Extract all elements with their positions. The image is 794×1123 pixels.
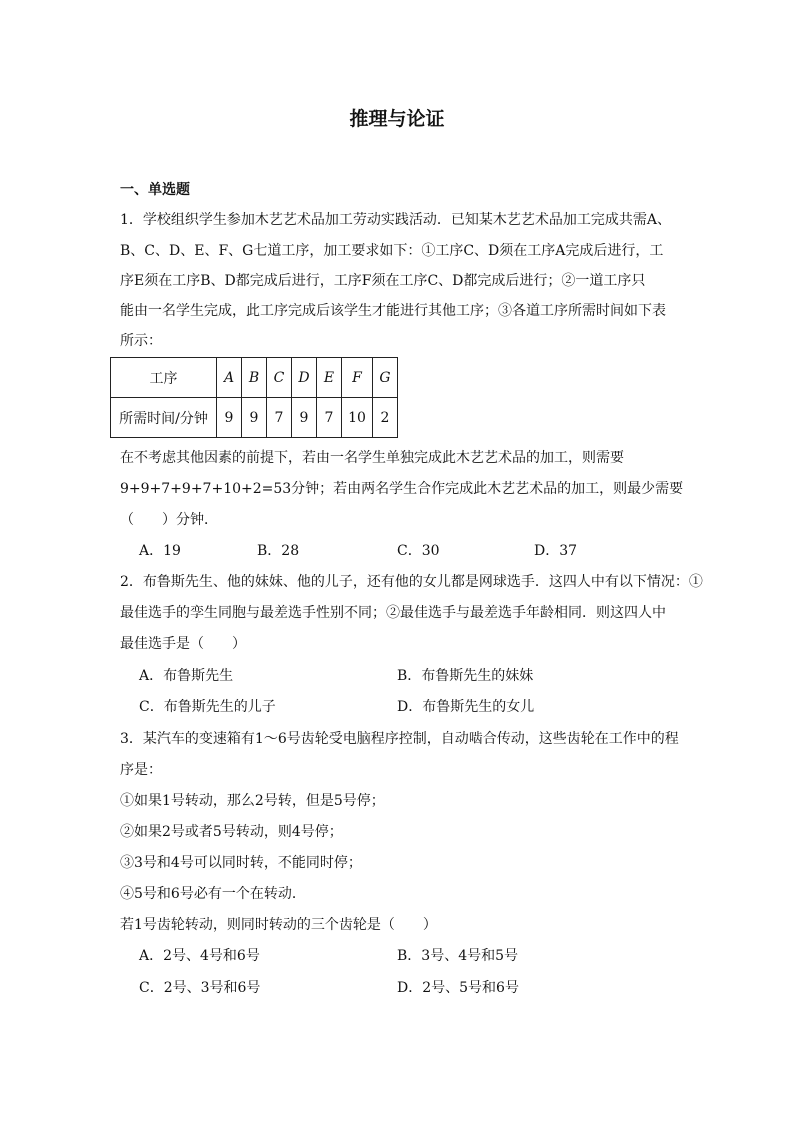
q2-option-d[interactable]: D．布鲁斯先生的女儿 <box>397 699 535 715</box>
q3-option-b[interactable]: B．3号、4号和5号 <box>397 948 519 964</box>
q3-text-line: 序是： <box>120 762 162 778</box>
table-cell: 7 <box>317 398 342 438</box>
q1-option-b[interactable]: B．28 <box>257 543 300 559</box>
q3-text-line: 若1号齿轮转动，则同时转动的三个齿轮是（ ） <box>120 917 437 933</box>
table-row <box>111 398 398 438</box>
q3-option-a[interactable]: A．2号、4号和6号 <box>139 948 260 964</box>
process-time-table <box>110 357 398 438</box>
q3-text-line: ①如果1号转动，那么2号转，但是5号停； <box>120 793 385 809</box>
table-cell: C <box>267 358 292 398</box>
table-cell: B <box>242 358 267 398</box>
q1-text-line: 在不考虑其他因素的前提下，若由一名学生单独完成此木艺艺术品的加工，则需要 <box>120 450 624 466</box>
table-header-cell: 所需时间/分钟 <box>111 398 217 438</box>
table-cell: 9 <box>217 398 242 438</box>
table-cell: 10 <box>342 398 373 438</box>
q2-option-b[interactable]: B．布鲁斯先生的妹妹 <box>397 668 534 684</box>
table-cell: E <box>317 358 342 398</box>
q2-option-c[interactable]: C．布鲁斯先生的儿子 <box>139 699 276 715</box>
q1-text-line: 9+9+7+9+7+10+2=53分钟；若由两名学生合作完成此木艺艺术品的加工，则最少需要 <box>120 481 684 497</box>
table-header-cell: 工序 <box>111 358 217 398</box>
q1-text-line: （ ）分钟． <box>120 512 218 528</box>
table-cell: 9 <box>242 398 267 438</box>
q1-text-line: 所示： <box>120 333 162 349</box>
table-cell: 9 <box>292 398 317 438</box>
q3-text-line: 3．某汽车的变速箱有1～6号齿轮受电脑程序控制，自动啮合传动，这些齿轮在工作中的程 <box>120 731 679 747</box>
table-cell: D <box>292 358 317 398</box>
q2-option-a[interactable]: A．布鲁斯先生 <box>139 668 234 684</box>
q3-text-line: ③3号和4号可以同时转，不能同时停； <box>120 855 362 871</box>
table-cell: F <box>342 358 373 398</box>
q3-text-line: ②如果2号或者5号转动，则4号停； <box>120 824 343 840</box>
q1-option-d[interactable]: D．37 <box>534 543 578 559</box>
table-cell: 2 <box>373 398 398 438</box>
q2-text-line: 最佳选手的孪生同胞与最差选手性别不同；②最佳选手与最差选手年龄相同．则这四人中 <box>120 605 666 621</box>
q1-option-a[interactable]: A．19 <box>139 543 181 559</box>
q2-text-line: 最佳选手是（ ） <box>120 636 246 652</box>
table-cell: 7 <box>267 398 292 438</box>
table-row <box>111 358 398 398</box>
q1-option-c[interactable]: C．30 <box>397 543 440 559</box>
table-cell: G <box>373 358 398 398</box>
q2-text-line: 2．布鲁斯先生、他的妹妹、他的儿子，还有他的女儿都是网球选手．这四人中有以下情况：① <box>120 574 703 590</box>
table-cell: A <box>217 358 242 398</box>
q1-text-line: B、C、D、E、F、G七道工序，加工要求如下：①工序C、D须在工序A完成后进行，工 <box>120 243 664 259</box>
page-title: 推理与论证 <box>349 108 445 130</box>
q1-text-line: 能由一名学生完成，此工序完成后该学生才能进行其他工序；③各道工序所需时间如下表 <box>120 303 666 319</box>
q3-option-c[interactable]: C．2号、3号和6号 <box>139 980 261 996</box>
q3-option-d[interactable]: D．2号、5号和6号 <box>397 980 519 996</box>
q1-text-line: 序E须在工序B、D都完成后进行，工序F须在工序C、D都完成后进行；②一道工序只 <box>120 273 646 289</box>
q1-text-line: 1．学校组织学生参加木艺艺术品加工劳动实践活动．已知某木艺艺术品加工完成共需A、 <box>120 212 672 228</box>
q3-text-line: ④5号和6号必有一个在转动． <box>120 886 306 902</box>
section-heading: 一、单选题 <box>120 182 190 198</box>
